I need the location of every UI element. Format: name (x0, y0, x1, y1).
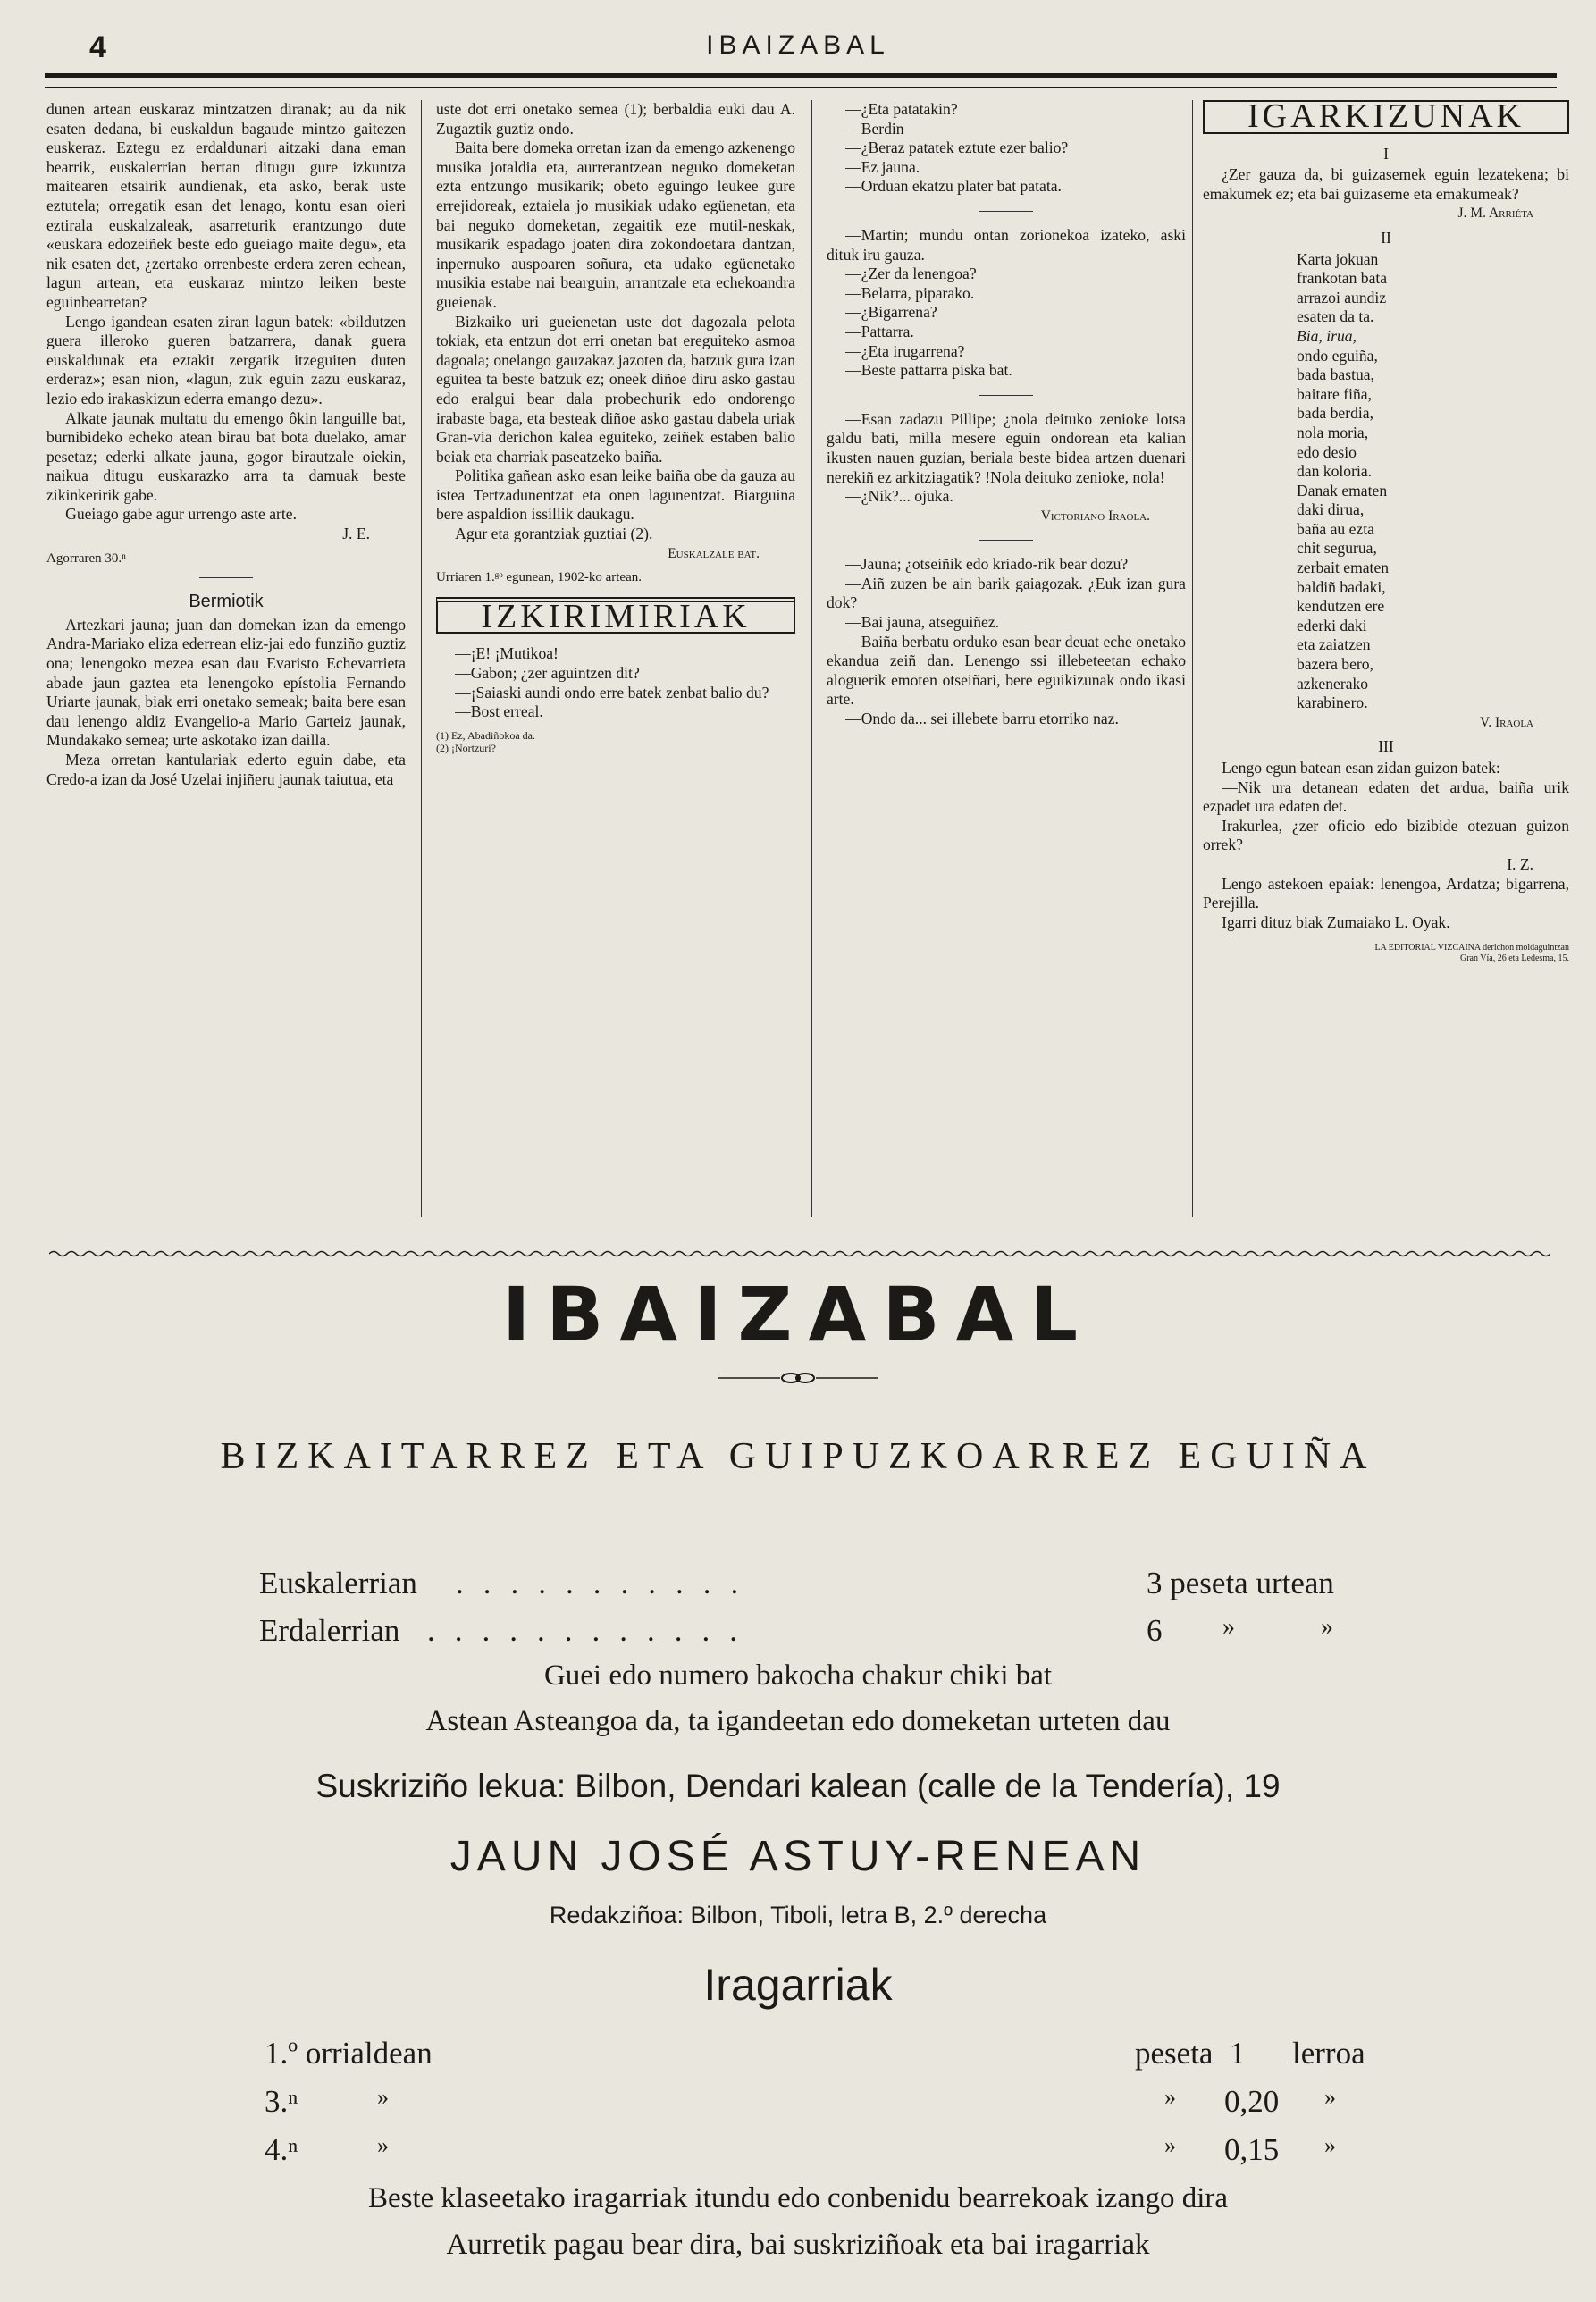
subscription-office: Suskriziño lekua: Bilbon, Dendari kalean (calle de la Tendería), 19 (315, 1768, 1281, 1804)
page-number: 4 (89, 30, 106, 64)
riddle-poem (1203, 250, 1569, 713)
poem-line: azkenerako (1297, 674, 1369, 693)
separator (199, 577, 253, 578)
paragraph: Politika gañean asko esan leike baiña obe da gauza au istea Tertzadunentzat eta onen lagunentzat. Biarguina bere aspaldion issillik daukagu. (436, 466, 795, 524)
riddle-text: Irakurlea, ¿zer oficio edo bizibide otezuan guizon orrek? (1203, 816, 1569, 854)
dialogue-line: —Beste pattarra piska bat. (845, 361, 1012, 380)
dialogue-line: —Bost erreal. (455, 702, 543, 721)
poem-line: kendutzen ere (1297, 597, 1385, 616)
poem-line: daki dirua, (1297, 500, 1365, 519)
poem-line: karabinero. (1297, 693, 1368, 712)
paragraph: uste dot erri onetako semea (1); berbaldia euki dau A. Zugaztik guztiz ondo. (436, 100, 795, 138)
section-title-igarkizunak: IGARKIZUNAK (1203, 100, 1569, 134)
poem-line: ondo eguiña, (1297, 346, 1378, 365)
riddle-text: Lengo egun batean esan zidan guizon batek: (1222, 759, 1500, 777)
column-2 (436, 100, 795, 754)
poem-line: eta zaiatzen (1297, 635, 1371, 654)
subscription-price: 6 (1147, 1613, 1163, 1648)
signature: Victoriano Iraola. (1040, 508, 1150, 524)
separator (979, 395, 1033, 396)
dialogue-line: —Orduan ekatzu plater bat patata. (845, 177, 1062, 196)
ditto-mark: » (1164, 2084, 1176, 2110)
ad-rate-label: 1.º orrialdean (265, 2036, 433, 2071)
dialogue-line: —¿Eta irugarrena? (845, 341, 965, 360)
column-1 (46, 100, 406, 789)
footnotes (436, 729, 795, 754)
poem-line: dan koloria. (1297, 462, 1373, 481)
other-ads-note: Beste klaseetako iragarriak itundu edo conbenidu bearrekoak izango dira (367, 2182, 1229, 2214)
poem-line: frankotan bata (1297, 269, 1388, 288)
dialogue-line: —¿Nik?... ojuka. (845, 487, 953, 506)
ads-title: Iragarriak (703, 1960, 893, 2010)
masthead: IBAIZABAL (501, 1271, 1095, 1358)
publication-schedule: Astean Asteangoa da, ta igandeetan edo domeketan urteten dau (425, 1705, 1171, 1737)
dialogue-line: —¡E! ¡Mutikoa! (455, 644, 559, 663)
dateline: Agorraren 30.ⁿ (46, 550, 126, 566)
masthead-subtitle: BIZKAITARREZ ETA GUIPUZKOARREZ EGUIÑA (220, 1436, 1376, 1477)
signature: J. M. Arriéta (1457, 206, 1533, 222)
paragraph: Meza orretan kantulariak ederto eguin dabe, eta Credo-a izan da José Uzelai injiñeru jaunak taiutua, eta (46, 751, 406, 788)
dialogue-line: —Bai jauna, atseguiñez. (845, 613, 1000, 632)
leader-dots: ........... (456, 1566, 759, 1600)
ditto-mark: » (1324, 2132, 1336, 2158)
paragraph: Bizkaiko uri gueienetan uste dot dagozala pelota tokiak, eta entzun dot erri onetan bat ereguiteko asmoa dagoala; onelango gauzakaz jazoten da, batzuk gura izan eguitea ta beste batzuk ez; oneek diñoe diru asko gastau edo eralgui bear dala probechurik edo ondorengo irabaste baga, eta besteak diñoe asko gastau dabela uriak Gran-via derichon kalea eguiteko, zeiñek estaben balio beiak eta charriak paseatzeko baiña. (436, 312, 795, 466)
answers-text: Lengo astekoen epaiak: lenengoa, Ardatza; bigarrena, Perejilla. (1203, 874, 1569, 912)
column-rule (1192, 100, 1193, 1217)
paragraph: Baita bere domeka orretan izan da emengo azkenengo musika jotaldia eta, aurrerantzean neguko domeketan ezta entzungo musikarik; obeto eguingo leukee gure errejidoreak, eztaiela jo musikiak udako egüenetan, eta bai neguko domeketan, zegaitik eze mutil-neskak, musikarik espadago joaten dira zokondoetara dantzan, inpernuko auspoaren soñura, eta udako egüenetako musikia estabe nai bearguin, arrantzale eta echekoandra gueienak. (436, 139, 795, 311)
column-rule (421, 100, 422, 1217)
poem-line: Danak ematen (1297, 481, 1388, 500)
paragraph: Artezkari jauna; juan dan domekan izan da emengo Andra-Mariako eliza ederrean eliz-jai edo funziño guztiz ona; lenengoko mezea esan dau Evaristo Echevarrieta abade jaun gaztea eta lenengoko epístolia Fernando Uriarte jaunak, biak erri onetako semeak; baita bere esan dau lenengo aldiz Evangelio-a Mario Garteiz jaunak, Mundakako semea; urte askotako izan dailla. (46, 615, 406, 750)
paragraph: dunen artean euskaraz mintzatzen diranak; au da nik esaten dedana, bi euskaldun bagaude mintzo gaitezen euskeraz. Eztegu ez erdaldunari aitzaki dana eman bearrik, euskalerrian bertan ditugu gure izkuntza maitearen etsairik aundienak, eta asko, berak uste eztutela; orregatik esan det lenago, kontu esan oieri eztirala euskalzaleak, asarreturik erantzungo dute «euskara edozeiñek beste edo gueiago maite degu», eta nik esaten det, ¿zertako orrenbeste erdera zeren echean, lagun artean, eta euskaraz mintzo leiken beste eguinbearretan? (46, 100, 406, 311)
poem-line: zerbait ematen (1297, 559, 1390, 577)
dialogue-line: —Jauna; ¿otseiñik edo kriado-rik bear dozu? (845, 555, 1129, 574)
paragraph: Lengo igandean esaten ziran lagun batek: «bildutzen guera illeroko gueren batzarrera, danak guera euskaldunak eta eztakit zergatik itzeguiten duten erderaz»; esan nion, «lagun, zuk eguin zazu euskaraz, lezio edo irakaskizun ederra emango dezu». (46, 312, 406, 407)
poem-line: esaten da ta. (1297, 307, 1374, 326)
leader-dots: ............ (427, 1613, 757, 1648)
dialogue-line: —Belarra, piparako. (845, 283, 975, 302)
dialogue-line: —Berdin (845, 119, 904, 138)
price-per-number: Guei edo numero bakocha chakur chiki bat (543, 1659, 1053, 1692)
dialogue-line: —Ondo da... sei illebete barru etorriko naz. (845, 710, 1119, 728)
dateline: Urriaren 1.ᵍᵒ egunean, 1902-ko artean. (436, 570, 642, 585)
ad-rate-label: 4.ⁿ (265, 2132, 298, 2167)
ditto-mark: » (1222, 1613, 1235, 1641)
ad-rate-price: 0,20 (1224, 2084, 1280, 2119)
printer-imprint (1203, 943, 1569, 964)
dialogue-line: —¿Zer da lenengoa? (845, 265, 977, 283)
imprint-line: LA EDITORIAL VIZCAINA derichon moldaguintzan (1374, 943, 1569, 954)
section-title-izkirimiriak: IZKIRIMIRIAK (436, 597, 795, 634)
separator (979, 211, 1033, 212)
signature: V. Iraola (1480, 714, 1533, 730)
poem-line: nola moria, (1297, 423, 1369, 441)
ornament-icon (0, 1369, 1596, 1391)
running-title: IBAIZABAL (706, 30, 890, 60)
column-4 (1203, 97, 1569, 964)
ditto-mark: » (377, 2132, 389, 2158)
footnote: (2) ¡Nortzuri? (436, 741, 496, 754)
dialogue-line: —¿Beraz patatek eztute ezer balio? (845, 139, 1069, 157)
footnote: (1) Ez, Abadiñokoa da. (436, 728, 535, 742)
editorial-address: Redakziñoa: Bilbon, Tiboli, letra B, 2.º derecha (549, 1902, 1047, 1928)
dialogue-line: —Martin; mundu ontan zorionekoa izateko, aski dituk iru gauza. (827, 225, 1186, 264)
header-rule (45, 73, 1557, 88)
signature: Euskalzale bat. (668, 545, 760, 561)
dialogue-line: —Pattarra. (845, 322, 914, 340)
riddle-number: I (1383, 144, 1389, 163)
riddle-text: ¿Zer gauza da, bi guizasemek eguin lezatekena; bi emakumek ez; eta bai guizaseme eta emakumeak? (1203, 165, 1569, 203)
dialogue-line: —¿Eta patatakin? (845, 100, 958, 118)
riddle-number: III (1378, 737, 1394, 756)
dialogue-line: —Gabon; ¿zer aguintzen dit? (455, 664, 640, 683)
ditto-mark: » (377, 2084, 389, 2110)
dialogue-line: —Baiña berbatu orduko esan bear deuat eche onetako ekandua zeiñ dan. Lenengo ssi illebeteetan echako aloguerik emoten otseiñari, bere eguikizunak ondo ikasi arte. (827, 632, 1186, 709)
prepayment-note: Aurretik pagau bear dira, bai suskriziñoak eta bai iragarriak (446, 2229, 1150, 2261)
subscription-label: Erdalerrian (259, 1613, 400, 1648)
poem-line: chit segurua, (1297, 539, 1377, 558)
signature: J. E. (342, 525, 370, 543)
ditto-mark: » (1164, 2132, 1176, 2158)
dialogue-line: —Ez jauna. (845, 157, 920, 176)
riddle-text: —Nik ura detanean edaten det ardua, baiña urik ezpadet ura edaten det. (1203, 777, 1569, 816)
column-3 (827, 100, 1186, 729)
wavy-rule (49, 1249, 1550, 1258)
dialogue-line: —¿Bigarrena? (845, 303, 937, 322)
separator (979, 540, 1033, 541)
ad-rate-label: 3.ⁿ (265, 2084, 298, 2119)
section-title: Bermiotik (189, 592, 264, 612)
poem-line: edo desio (1297, 442, 1357, 461)
subscription-price: 3 peseta urtean (1147, 1566, 1334, 1600)
poem-line: arrazoi aundiz (1297, 288, 1387, 307)
ditto-mark: » (1324, 2084, 1336, 2110)
poem-line: bazera bero, (1297, 655, 1373, 674)
poem-line: ederki daki (1297, 616, 1367, 634)
subscription-label: Euskalerrian (259, 1566, 417, 1600)
dialogue-line: —Aiñ zuzen be ain barik gaiagozak. ¿Euk izan gura dok? (827, 574, 1186, 612)
paragraph: Alkate jaunak multatu du emengo ôkin languille bat, burnibideko echeko atean birau bat bota duelako, amar pesetaz; ederki alkate jauna, gogor birautzale oiekin, naikua ditugu euskarazko arra ta damuak beste zikinkeririk gabe. (46, 408, 406, 504)
poem-line: Karta jokuan (1297, 249, 1379, 268)
ad-rate-price: 1 (1230, 2036, 1246, 2071)
poem-line: baitare fiña, (1297, 384, 1373, 403)
signature: I. Z. (1507, 854, 1533, 873)
dialogue-line: —Esan zadazu Pillipe; ¿nola deituko zenioke lotsa galdu bati, milla mesere eguin ondorean eta kalian ikusten nauen guzian, beriala beste bidea artzen duenari nerekiñ ez arkitziagatik? !Nola deituko zenioke, nola! (827, 409, 1186, 486)
paragraph: Gueiago gabe agur urrengo aste arte. (65, 505, 298, 524)
imprint-line: Gran Vía, 26 eta Ledesma, 15. (1460, 954, 1569, 964)
poem-line: baldiñ badaki, (1297, 577, 1386, 596)
poem-line: baña au ezta (1297, 519, 1374, 538)
publisher-name: JAUN JOSÉ ASTUY-RENEAN (449, 1833, 1147, 1880)
ditto-mark: » (1321, 1613, 1333, 1641)
ad-rate-per: lerroa (1292, 2036, 1365, 2071)
poem-line: Bia, irua, (1297, 326, 1357, 345)
answers-text: Igarri dituz biak Zumaiako L. Oyak. (1222, 912, 1450, 931)
riddle-number: II (1381, 228, 1391, 247)
ad-rate-unit: peseta (1135, 2036, 1214, 2071)
paragraph: Agur eta gorantziak guztiai (2). (455, 525, 653, 543)
poem-line: bada bastua, (1297, 365, 1374, 384)
ad-rate-price: 0,15 (1224, 2132, 1280, 2167)
column-rule (811, 100, 812, 1217)
poem-line: bada berdia, (1297, 404, 1373, 423)
dialogue-line: —¡Saiaski aundi ondo erre batek zenbat balio du? (455, 683, 769, 702)
